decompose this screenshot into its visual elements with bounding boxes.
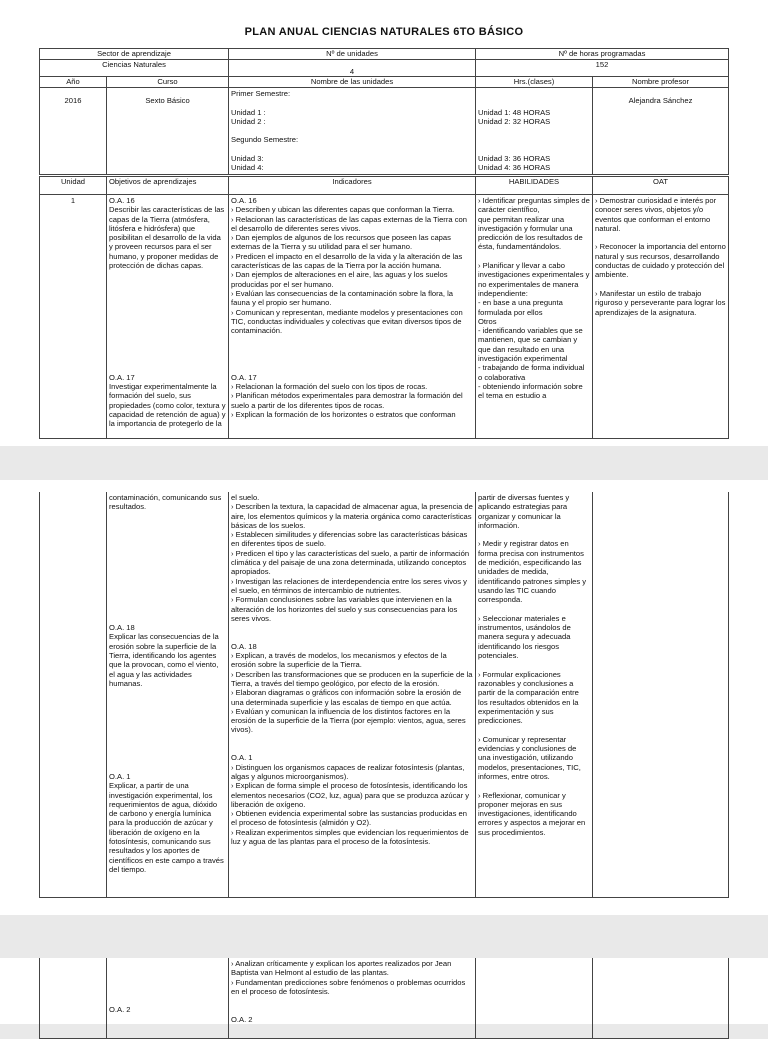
row2-habilidades: partir de diversas fuentes y aplicando estrategias para organizar y comunicar la información. › Medir y registrar datos en forma precisa con instrumentos de medición, especificando las unidades de medida, identificando patrones simples y usando las TIC cuando corresponda. › Seleccionar materiales e instrumentos, usándolos de manera segura y adecuada identificando los riesgos potenciales. › Formular explicaciones razonables y conclusiones a partir de la comparación entre los resultados obtenidos en la experimentación y sus predicciones. › Comunicar y representar evidencias y conclusiones de una investigación, utilizando modelos, presentaciones, TIC, informes, entre otros. › Reflexionar, comunicar y proponer mejoras en sus investigaciones, identificando errores y aspectos a mejorar en sus procedimientos. xyxy=(476,492,593,897)
row3-indicadores: › Analizan críticamente y explican los aportes realizados por Jean Baptista van Helmont al estudio de las plantas. › Fundamentan predicciones sobre fenómenos o problemas ocurridos en el proceso de fotosíntesis. O.A. 2 xyxy=(229,958,476,1038)
header-table xyxy=(39,48,729,175)
document-title: PLAN ANUAL CIENCIAS NATURALES 6TO BÁSICO xyxy=(244,26,524,38)
horas-value: 152 xyxy=(476,60,729,77)
unidades-value: 4 xyxy=(229,60,476,77)
col-unidad: Unidad xyxy=(40,177,107,195)
row3-oat xyxy=(593,958,729,1038)
row-habilidades: › Identificar preguntas simples de carácter científico, que permitan realizar una investigación y formular una predicción de los resultados de ésta, fundamentándolos. › Planificar y llevar a cabo investigaciones experimentales y no experimentales de manera independiente: - en base a una pregunta formulada por ellos Otros - identificando variables que se mantienen, que se cambian y que dan resultado en una investigación experimental - trabajando de forma individual o colaborativa - obteniendo información sobre el tema en estudio a xyxy=(476,195,593,439)
row2-unidad xyxy=(40,492,107,897)
sector-label: Sector de aprendizaje xyxy=(40,49,229,60)
sector-value: Ciencias Naturales xyxy=(40,60,229,77)
plan-table-page-1 xyxy=(39,176,729,439)
unidades-list: Primer Semestre: Unidad 1 : Unidad 2 : Segundo Semestre: Unidad 3: Unidad 4: xyxy=(229,88,476,175)
nombre-unidades-label: Nombre de las unidades xyxy=(229,77,476,88)
row3-objetivos: O.A. 2 xyxy=(107,958,229,1038)
hrs-label: Hrs.(clases) xyxy=(476,77,593,88)
curso-value: Sexto Básico xyxy=(107,88,229,175)
plan-table-page-2 xyxy=(39,492,729,898)
col-habilidades: HABILIDADES xyxy=(476,177,593,195)
row2-oat xyxy=(593,492,729,897)
profesor-value: Alejandra Sánchez xyxy=(593,88,729,175)
anio-label: Año xyxy=(40,77,107,88)
col-indicadores: Indicadores xyxy=(229,177,476,195)
plan-table-page-3 xyxy=(39,958,729,1039)
document-page-2 xyxy=(0,480,768,915)
unidades-label: Nº de unidades xyxy=(229,49,476,60)
row-objetivos: O.A. 16 Describir las características de las capas de la Tierra (atmósfera, litósfera e hidrósfera) que posibilitan el desarrollo de la vida y proveen recursos para el ser humano, y proponer medidas de protección de dichas capas. O.A. 17 Investigar experimentalmente la formación del suelo, sus propiedades (como color, textura y capacidad de retención de agua) y la importancia de protegerlo de la xyxy=(107,195,229,439)
horas-list: Unidad 1: 48 HORAS Unidad 2: 32 HORAS Unidad 3: 36 HORAS Unidad 4: 36 HORAS xyxy=(476,88,593,175)
horas-label: Nº de horas programadas xyxy=(476,49,729,60)
anio-value: 2016 xyxy=(40,88,107,175)
col-oat: OAT xyxy=(593,177,729,195)
curso-label: Curso xyxy=(107,77,229,88)
row-unidad: 1 xyxy=(40,195,107,439)
row2-objetivos: contaminación, comunicando sus resultados. O.A. 18 Explicar las consecuencias de la erosión sobre la superficie de la Tierra, identificando los agentes que la provocan, como el viento, el agua y las actividades humanas. O.A. 1 Explicar, a partir de una investigación experimental, los requerimientos de agua, dióxido de carbono y energía lumínica para la producción de azúcar y liberación de oxígeno en la fotosíntesis, comunicando sus resultados y los aportes de científicos en este campo a través del tiempo. xyxy=(107,492,229,897)
row-oat: › Demostrar curiosidad e interés por conocer seres vivos, objetos y/o eventos que conforman el entorno natural. › Reconocer la importancia del entorno natural y sus recursos, desarrollando conductas de cuidado y protección del ambiente. › Manifestar un estilo de trabajo riguroso y perseverante para lograr los aprendizajes de la asignatura. xyxy=(593,195,729,439)
col-objetivos: Objetivos de aprendizajes xyxy=(107,177,229,195)
profesor-label: Nombre profesor xyxy=(593,77,729,88)
row3-habilidades xyxy=(476,958,593,1038)
row3-unidad xyxy=(40,958,107,1038)
row2-indicadores: el suelo. › Describen la textura, la capacidad de almacenar agua, la presencia de aire, los elementos químicos y la materia orgánica como características básicas de los suelos. › Establecen similitudes y diferencias sobre las características básicas en diferentes tipos de suelo. › Predicen el tipo y las características del suelo, a partir de información climática y del paisaje de una zona determinada, utilizando conceptos apropiados. › Investigan las relaciones de interdependencia entre los seres vivos y el suelo, en términos de intercambio de nutrientes. › Formulan conclusiones sobre las variables que intervienen en la alteración de los horizontes del suelo y sus consecuencias para los seres vivos. O.A. 18 › Explican, a través de modelos, los mecanismos y efectos de la erosión sobre la superficie de la Tierra. › Describen las transformaciones que se producen en la superficie de la Tierra, a través del tiempo geológico, por efecto de la erosión. › Elaboran diagramas o gráficos con información sobre la erosión de una determinada superficie y las escalas de tiempo en que actúa. › Evalúan y comunican la influencia de los distintos factores en la erosión de la superficie de la Tierra (por ejemplo: vientos, agua, seres vivos). O.A. 1 › Distinguen los organismos capaces de realizar fotosíntesis (plantas, algas y algunos microorganismos). › Explican de forma simple el proceso de fotosíntesis, identificando los elementos necesarios (CO2, luz, agua) para que se produzca azúcar y liberación de oxígeno. › Obtienen evidencia experimental sobre las sustancias producidas en el proceso de fotosíntesis (almidón y O2). › Realizan experimentos simples que evidencian los requerimientos de luz y agua de las plantas para el proceso de la fotosíntesis. xyxy=(229,492,476,897)
document-page-3 xyxy=(0,958,768,1024)
row-indicadores: O.A. 16 › Describen y ubican las diferentes capas que conforman la Tierra. › Relacionan las características de las capas externas de la Tierra con el desarrollo de diferentes seres vivos. › Dan ejemplos de algunos de los recursos que poseen las capas externas de la Tierra y su utilidad para el ser humano. › Predicen el impacto en el desarrollo de la vida y la alteración de las características de las capas de la Tierra por la acción humana. › Dan ejemplos de alteraciones en el aire, las aguas y los suelos producidas por el ser humano. › Evalúan las consecuencias de la contaminación sobre la flora, la fauna y el propio ser humano. › Comunican y representan, mediante modelos y presentaciones con TIC, conductas individuales y colectivas que evitan diversos tipos de contaminación. O.A. 17 › Relacionan la formación del suelo con los tipos de rocas. › Planifican métodos experimentales para demostrar la formación del suelo a partir de los diferentes tipos de rocas. › Explican la formación de los horizontes o estratos que conforman xyxy=(229,195,476,439)
document-page-1 xyxy=(0,0,768,446)
